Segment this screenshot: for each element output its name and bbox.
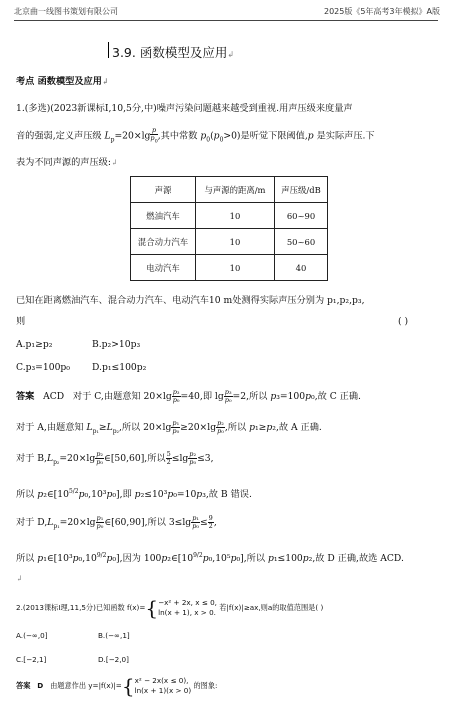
answer-paren: ( ) <box>398 316 409 327</box>
table-cell: 混合动力汽车 <box>131 229 196 255</box>
q2-case-1: −x² + 2x, x ≤ 0, <box>158 598 217 607</box>
q1-line1: 1.(多选)(2023新课标Ⅰ,10,5分,中)噪声污染问题越来越受到重视.用声压级来度量声 <box>16 103 353 114</box>
table-row <box>131 229 328 255</box>
paragraph-mark: ↲ <box>16 574 23 583</box>
text-cursor <box>108 42 109 58</box>
answer-value: ACD <box>43 391 65 402</box>
table-row <box>131 203 328 229</box>
kaodian-heading: 考点 函数模型及应用↲ <box>16 76 109 87</box>
q1-line4: 已知在距离燃油汽车、混合动力汽车、电动汽车10 m处测得实际声压分别为 p₁,p₂,p₃, <box>16 295 365 306</box>
section-title: 3.9. 函数模型及应用↲ <box>112 45 235 60</box>
table-cell: 60~90 <box>275 203 328 229</box>
table-header: 与声源的距离/m <box>196 177 275 203</box>
section-number: 3.9. <box>112 45 136 60</box>
section-title-text: 函数模型及应用 <box>139 45 228 60</box>
table-cell: 电动汽车 <box>131 255 196 281</box>
q2-case-2: ln(x + 1), x > 0. <box>158 608 216 617</box>
q2-option-b: B.(−∞,1] <box>98 631 130 640</box>
solution-b1: 对于 $B,L_{p_2}=20\times\lg$ $\frac{\text{p₂}}{\text{p₀}}$ ∈[50,60],所以 $\frac{5}{2}$ ≤lg $\frac{\text{p₂}}{\text{p₀}}$ ≤3, <box>16 450 214 466</box>
table-cell: 10 <box>196 203 275 229</box>
solution-d1: 对于 $D,L_{p_1}=20\times\lg$ $\frac{\text{p₁}}{\text{p₀}}$ ∈[60,90],所以 3≤lg $\frac{\text{p₁}}{\text{p₀}}$ ≤ $\frac{9}{2}$ , <box>16 514 217 530</box>
table-cell: 50~60 <box>275 229 328 255</box>
option-b: B.p₂>10p₃ <box>92 339 141 350</box>
q2-stem: 2.(2013课标Ⅰ理,11,5分)已知函数 f(x)={ −x² + 2x, x ≤ 0, ln(x + 1), x > 0. 若|f(x)|≥ax,则a的取值范围是( ) <box>16 596 324 620</box>
q1-line2: 音的强弱,定义声压级 $L_p=20\times\lg$ $\frac{p}{p_0}$ ,其中常数 $p_0(p_0>0)$是听觉下限阈值,p 是实际声压.下 <box>16 126 375 145</box>
table-header-row <box>131 177 328 203</box>
sound-level-table <box>130 176 328 281</box>
table-header: 声压级/dB <box>275 177 328 203</box>
table-cell: 10 <box>196 229 275 255</box>
option-d: D.p₁≤100p₂ <box>92 362 147 373</box>
table-row <box>131 255 328 281</box>
table-cell: 40 <box>275 255 328 281</box>
option-a: A.p₁≥p₂ <box>16 339 53 350</box>
answer-label: 答案 <box>16 391 35 402</box>
header-edition: 2025版《5年高考3年模拟》A版 <box>323 7 440 16</box>
table-cell: 10 <box>196 255 275 281</box>
q2-answer-value: D <box>37 681 44 690</box>
q2-answer-label: 答案 <box>16 681 31 690</box>
q2-answer: 答案 D 由题意作出 y=|f(x)|={ x² − 2x(x ≤ 0), ln(x + 1)(x > 0) 的图象: <box>16 674 218 698</box>
q2-option-a: A.(−∞,0] <box>16 631 48 640</box>
header-rule <box>14 20 438 21</box>
solution-b2: 所以 $p_2\in[10^{5/2}p_0,10^3p_0]$,即 p₂≤10³p₀=10p₃,故 B 错误. <box>16 488 252 501</box>
solution-a: 对于 A,由题意知 $L_{p_1}\ge L_{p_2}$,所以 20×lg $\frac{\text{p₁}}{\text{p₀}}$ ≥20×lg $\frac{\text{p₂}}{\text{p₀}}$ ,所以 p₁≥p₂,故 A 正确. <box>16 419 322 435</box>
q2-option-d: D.[−2,0] <box>98 655 129 664</box>
table-header: 声源 <box>131 177 196 203</box>
solution-d2: 所以 $p_1\in[10^3p_0,10^{9/2}p_0]$,因为 $100p_2\in[10^{9/2}p_0,10^5p_0]$,所以 p₁≤100p₂,故 D 正确,故选 ACD. <box>16 552 404 565</box>
solution-c: 答案 ACD 对于 C,由题意知 20×lg $\frac{\text{p₃}}{\text{p₀}}$ =40,即 lg $\frac{\text{p₃}}{\text{p₀}}$ =2,所以 p₃=100p₀,故 C 正确. <box>16 388 361 404</box>
q2-option-c: C.[−2,1] <box>16 655 47 664</box>
q1-line3: 表为不同声源的声压级:↲ <box>16 157 118 168</box>
option-c: C.p₃=100p₀ <box>16 362 70 373</box>
header-publisher: 北京曲一线图书策划有限公司 <box>14 7 118 16</box>
table-cell: 燃油汽车 <box>131 203 196 229</box>
q1-line5: 则 <box>16 316 26 327</box>
